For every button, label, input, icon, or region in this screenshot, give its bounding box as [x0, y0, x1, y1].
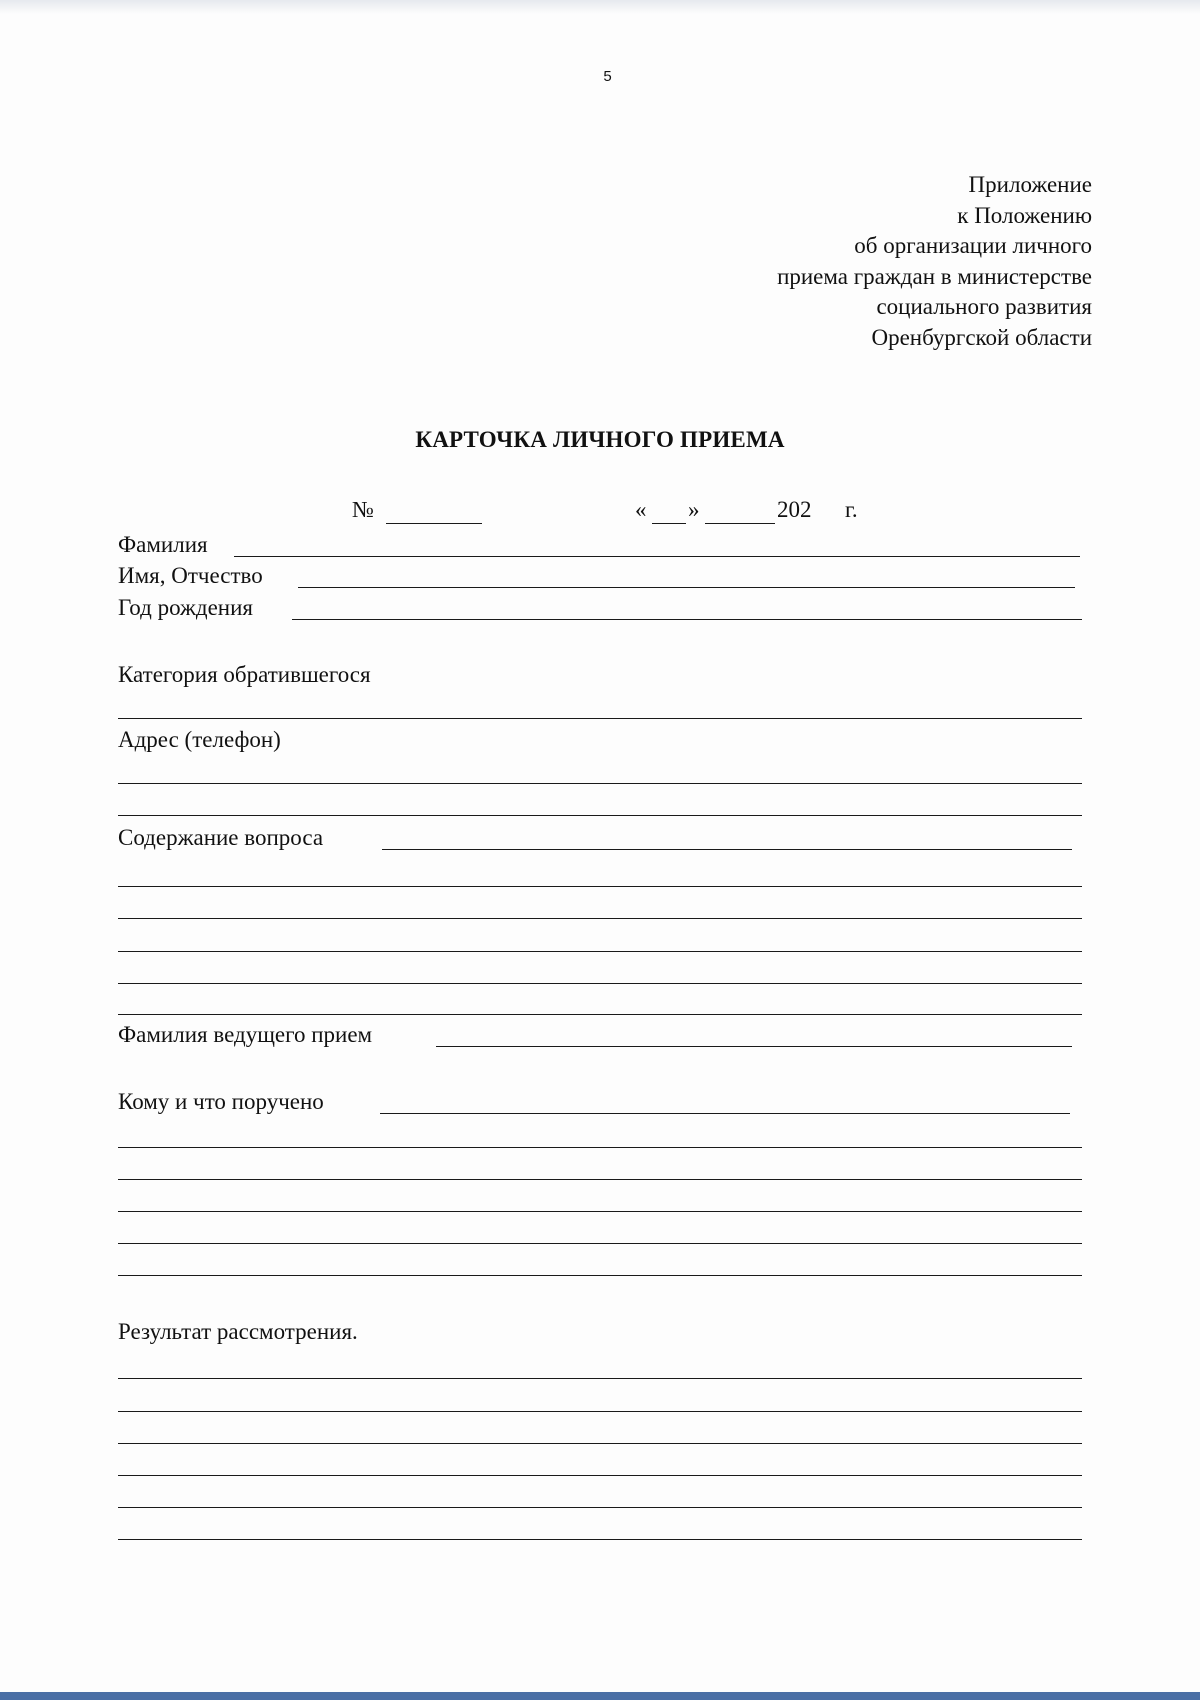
appendix-line: Оренбургской области	[871, 324, 1092, 350]
result-line[interactable]	[118, 1521, 1082, 1540]
surname-line[interactable]	[234, 532, 1080, 557]
address-label: Адрес (телефон)	[118, 727, 281, 752]
assigned-line[interactable]	[118, 1129, 1082, 1148]
surname-label: Фамилия	[118, 532, 208, 557]
question-line[interactable]	[118, 933, 1082, 952]
birth-year-label: Год рождения	[118, 595, 253, 620]
receiver-label: Фамилия ведущего прием	[118, 1022, 373, 1047]
question-line[interactable]	[118, 996, 1082, 1015]
question-line[interactable]	[118, 900, 1082, 919]
assigned-line[interactable]	[118, 1225, 1082, 1244]
appendix-line: об организации личного	[854, 233, 1092, 258]
question-line[interactable]	[118, 965, 1082, 984]
card-number-line[interactable]	[386, 499, 482, 524]
assigned-line[interactable]	[118, 1257, 1082, 1276]
document-title: КАРТОЧКА ЛИЧНОГО ПРИЕМА	[415, 427, 785, 452]
assigned-line[interactable]	[118, 1161, 1082, 1180]
address-line[interactable]	[118, 797, 1082, 816]
appendix-block	[777, 170, 1092, 353]
quote-open: «	[635, 497, 647, 522]
result-line[interactable]	[118, 1425, 1082, 1444]
appendix-line: приема граждан в министерстве	[777, 263, 1092, 289]
question-line[interactable]	[118, 868, 1082, 887]
result-line[interactable]	[118, 1457, 1082, 1476]
quote-close: »	[688, 497, 700, 522]
result-line[interactable]	[118, 1393, 1082, 1412]
year-suffix: г.	[845, 497, 858, 522]
page-number: 5	[603, 68, 612, 85]
appendix-line: Приложение	[968, 172, 1092, 197]
assigned-label: Кому и что поручено	[118, 1089, 324, 1114]
birth-year-line[interactable]	[292, 595, 1082, 620]
result-line[interactable]	[118, 1489, 1082, 1508]
category-label: Категория обратившегося	[118, 662, 371, 687]
scan-edge-bar	[0, 1692, 1200, 1700]
name-patronymic-line[interactable]	[298, 563, 1075, 588]
day-line[interactable]	[652, 499, 686, 524]
assigned-line[interactable]	[380, 1089, 1070, 1114]
number-sign: №	[352, 497, 374, 522]
receiver-line[interactable]	[436, 1022, 1072, 1047]
name-patronymic-label: Имя, Отчество	[118, 563, 263, 588]
question-label: Содержание вопроса	[118, 825, 324, 850]
month-line[interactable]	[705, 499, 775, 524]
appendix-line: к Положению	[957, 202, 1092, 228]
assigned-line[interactable]	[118, 1193, 1082, 1212]
scan-edge-shadow	[0, 0, 1200, 14]
question-line[interactable]	[382, 825, 1072, 850]
year-prefix: 202	[777, 497, 812, 522]
category-line[interactable]	[118, 700, 1082, 719]
address-line[interactable]	[118, 765, 1082, 784]
result-label: Результат рассмотрения.	[118, 1319, 358, 1344]
result-line[interactable]	[118, 1360, 1082, 1379]
appendix-line: социального развития	[876, 294, 1092, 319]
